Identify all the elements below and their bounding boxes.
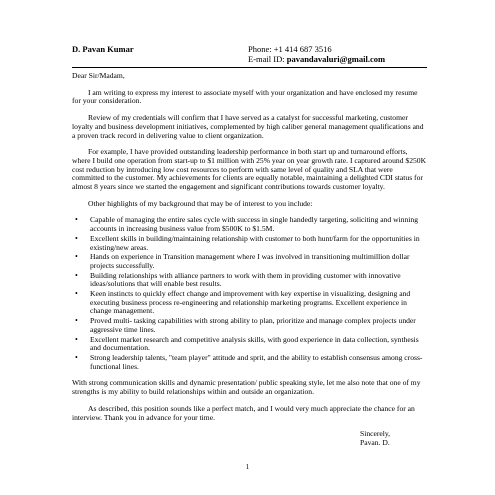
list-item: • Excellent skills in building/maintaining relationship with customer to both hunt/farm for the opportunities in existing/new areas. — [75, 233, 420, 252]
bullet-icon: • — [75, 352, 78, 362]
letter-body — [72, 72, 427, 448]
paragraph-highlights-intro: Other highlights of my background that may be of interest to you include: — [88, 198, 313, 208]
paragraph-example: For example, I have provided outstanding leadership performance in both start up and turnaround efforts, where I build one operation from start-up to $1 million with 25% year on year growth rate. I captured around $250K cost reduction by introducing low cost resources to perform with same level of quality and SLA that were committed to the customer. My achievements for clients are equally notable, maintaining a delighted CDI status for almost 8 years since we started the engagement and significant contributions towards customer loyalty. — [72, 147, 427, 192]
list-item: • Hands on experience in Transition management where I was involved in transitioning multimillion dollar projects successfully. — [75, 252, 410, 270]
bullet-icon: • — [75, 289, 78, 299]
bullet-icon: • — [75, 334, 78, 344]
sender-name: D. Pavan Kumar — [72, 44, 134, 54]
email-address: pavandavaluri@gmail.com — [286, 54, 386, 64]
bullet-icon: • — [75, 233, 78, 243]
phone-number: Phone: +1 414 687 3516 — [248, 44, 332, 54]
bullet-icon: • — [75, 316, 78, 326]
signature-name: Pavan. D. — [360, 437, 390, 447]
bullet-icon: • — [75, 215, 78, 225]
highlights-list — [72, 216, 427, 371]
list-item: • Capable of managing the entire sales cycle with success in single handedly targeting, soliciting and winning accounts in increasing business value from $500K to $1.5M. — [75, 215, 418, 234]
closing-phrase: Sincerely, — [360, 429, 391, 439]
page-number: 1 — [245, 463, 250, 471]
list-item: • Proved multi- tasking capabilities with strong ability to plan, prioritize and manage complex projects under aggressive time lines. — [75, 316, 416, 334]
header-divider — [72, 67, 427, 68]
sign-off — [360, 430, 427, 447]
salutation: Dear Sir/Madam, — [72, 71, 125, 80]
list-item: • Keen instincts to quickly effect change and improvement with key expertise in visualizing, designing and executing business process re-engineering and relationship marketing programs. Excellent experience in change management. — [75, 289, 411, 316]
contact-block — [248, 44, 385, 64]
paragraph-intro: I am writing to express my interest to associate myself with your organization and have enclosed my resume for your consideration. — [72, 87, 418, 106]
paragraph-closing: As described, this position sounds like a perfect match, and I would very much appreciate the chance for an interview. Thank you in advance for your time. — [72, 403, 415, 422]
bullet-icon: • — [75, 270, 78, 280]
email-label: E-mail ID: — [248, 54, 287, 64]
paragraph-credentials: Review of my credentials will confirm that I have served as a catalyst for successful marketing, customer loyalty and business development initiatives, complemented by high caliber general management qualifications and a proven track record in delivering value to client organization. — [72, 113, 424, 140]
list-item: • Strong leadership talents, "team player" attitude and sprit, and the ability to establish consensus among cross-functional lines. — [75, 352, 423, 371]
paragraph-communication: With strong communication skills and dynamic presentation/ public speaking style, let me also note that one of my strengths is my ability to build relationships within and outside an organization. — [72, 378, 421, 397]
list-item: • Excellent market research and competitive analysis skills, with good experience in data collection, synthesis and documentation. — [75, 334, 419, 353]
bullet-icon: • — [75, 252, 78, 262]
email-line — [248, 54, 385, 64]
list-item: • Building relationships with alliance partners to work with them in providing customer with innovative ideas/solutions that will enable best results. — [75, 270, 401, 289]
